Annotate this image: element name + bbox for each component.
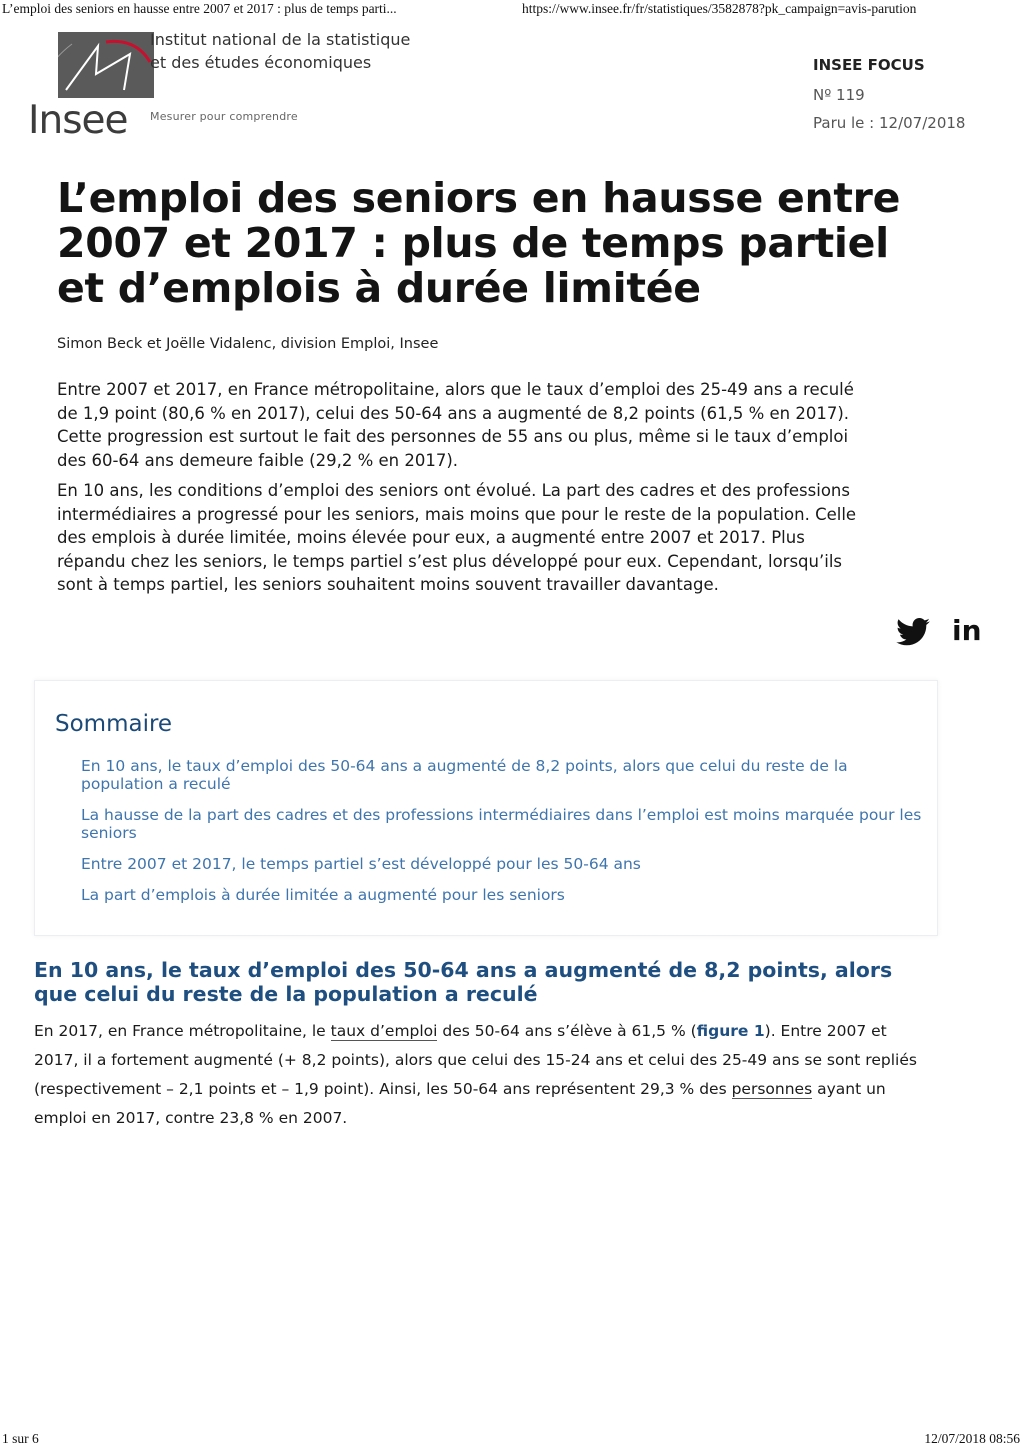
publication-meta — [813, 56, 965, 142]
paragraph-text: des 50-64 ans s’élève à 61,5 % ( — [437, 1022, 697, 1040]
publication-date: Paru le : 12/07/2018 — [813, 114, 966, 132]
figure-link[interactable]: figure 1 — [696, 1022, 765, 1040]
toc-heading: Sommaire — [55, 711, 173, 737]
publication-series: INSEE FOCUS — [813, 56, 925, 74]
institute-name-line2: et des études économiques — [150, 53, 372, 72]
social-share — [896, 614, 988, 648]
print-header-url: https://www.insee.fr/fr/statistiques/3582878?pk_campaign=avis-parution — [522, 1, 917, 16]
publication-number: Nº 119 — [813, 86, 865, 104]
article-authors: Simon Beck et Joëlle Vidalenc, division Emploi, Insee — [57, 336, 439, 352]
print-footer-page: 1 sur 6 — [2, 1431, 39, 1446]
toc-link[interactable]: En 10 ans, le taux d’emploi des 50-64 ans a augmenté de 8,2 points, alors que celui du reste de la population a reculé — [81, 757, 848, 793]
print-footer-datetime: 12/07/2018 08:56 — [924, 1431, 1020, 1446]
institute-name-line1: Institut national de la statistique — [150, 30, 411, 49]
lead-paragraph: En 10 ans, les conditions d’emploi des seniors ont évolué. La part des cadres et des professions intermédiaires a progressé pour les seniors, mais moins que pour le reste de la population. Celle des emplois à durée limitée, moins élevée pour eux, a augmenté entre 2007 et 2017. Plus répandu chez les seniors, le temps partiel s’est plus développé pour eux. Cependant, lorsqu’ils sont à temps partiel, les seniors souhaitent moins souvent travailler davantage. — [57, 481, 857, 594]
toc-link[interactable]: La part d’emplois à durée limitée a augmenté pour les seniors — [81, 886, 565, 904]
paragraph-text: ). Entre 2007 et 2017, il a fortement augmenté (+ 8,2 points), alors que celui des 15-24 ans et celui des 25-49 ans se sont repliés (respectivement – 2,1 points et – 1,9 point). Ainsi, les 50-64 ans représentent 29,3 % des — [34, 1022, 917, 1098]
toc-link[interactable]: La hausse de la part des cadres et des professions intermédiaires dans l’emploi est moins marquée pour les seniors — [81, 806, 922, 842]
article-title: L’emploi des seniors en hausse entre 2007 et 2017 : plus de temps partiel et d’emplois à durée limitée — [57, 174, 901, 312]
article-lead — [57, 378, 872, 604]
table-of-contents — [34, 680, 938, 936]
toc-link[interactable]: Entre 2007 et 2017, le temps partiel s’est développé pour les 50-64 ans — [81, 855, 641, 873]
insee-logo-icon — [58, 32, 154, 98]
paragraph-text: En 2017, en France métropolitaine, le — [34, 1022, 331, 1040]
institute-name — [150, 28, 410, 74]
linkedin-icon[interactable]: in — [952, 614, 982, 647]
toc-list — [81, 757, 923, 917]
insee-logo[interactable] — [28, 32, 138, 143]
print-header-title: L’emploi des seniors en hausse entre 2007 et 2017 : plus de temps parti... — [2, 1, 397, 16]
twitter-icon[interactable] — [896, 618, 930, 646]
print-header — [0, 0, 1024, 20]
logo-wordmark: Insee — [28, 98, 128, 143]
institute-tagline: Mesurer pour comprendre — [150, 110, 298, 123]
section-paragraph — [34, 1017, 934, 1133]
glossary-link[interactable]: taux d’emploi — [330, 1022, 438, 1040]
print-footer — [0, 1430, 1024, 1450]
section-heading: En 10 ans, le taux d’emploi des 50-64 ans a augmenté de 8,2 points, alors que celui du reste de la population a reculé — [34, 958, 893, 1006]
glossary-link[interactable]: personnes — [731, 1080, 813, 1098]
lead-paragraph: Entre 2007 et 2017, en France métropolitaine, alors que le taux d’emploi des 25-49 ans a reculé de 1,9 point (80,6 % en 2017), celui des 50-64 ans a augmenté de 8,2 points (61,5 % en 2017). Cette progression est surtout le fait des personnes de 55 ans ou plus, même si le taux d’emploi des 60-64 ans demeure faible (29,2 % en 2017). — [57, 380, 854, 470]
paragraph-text: ayant un emploi en 2017, contre 23,8 % en 2007. — [34, 1080, 886, 1127]
